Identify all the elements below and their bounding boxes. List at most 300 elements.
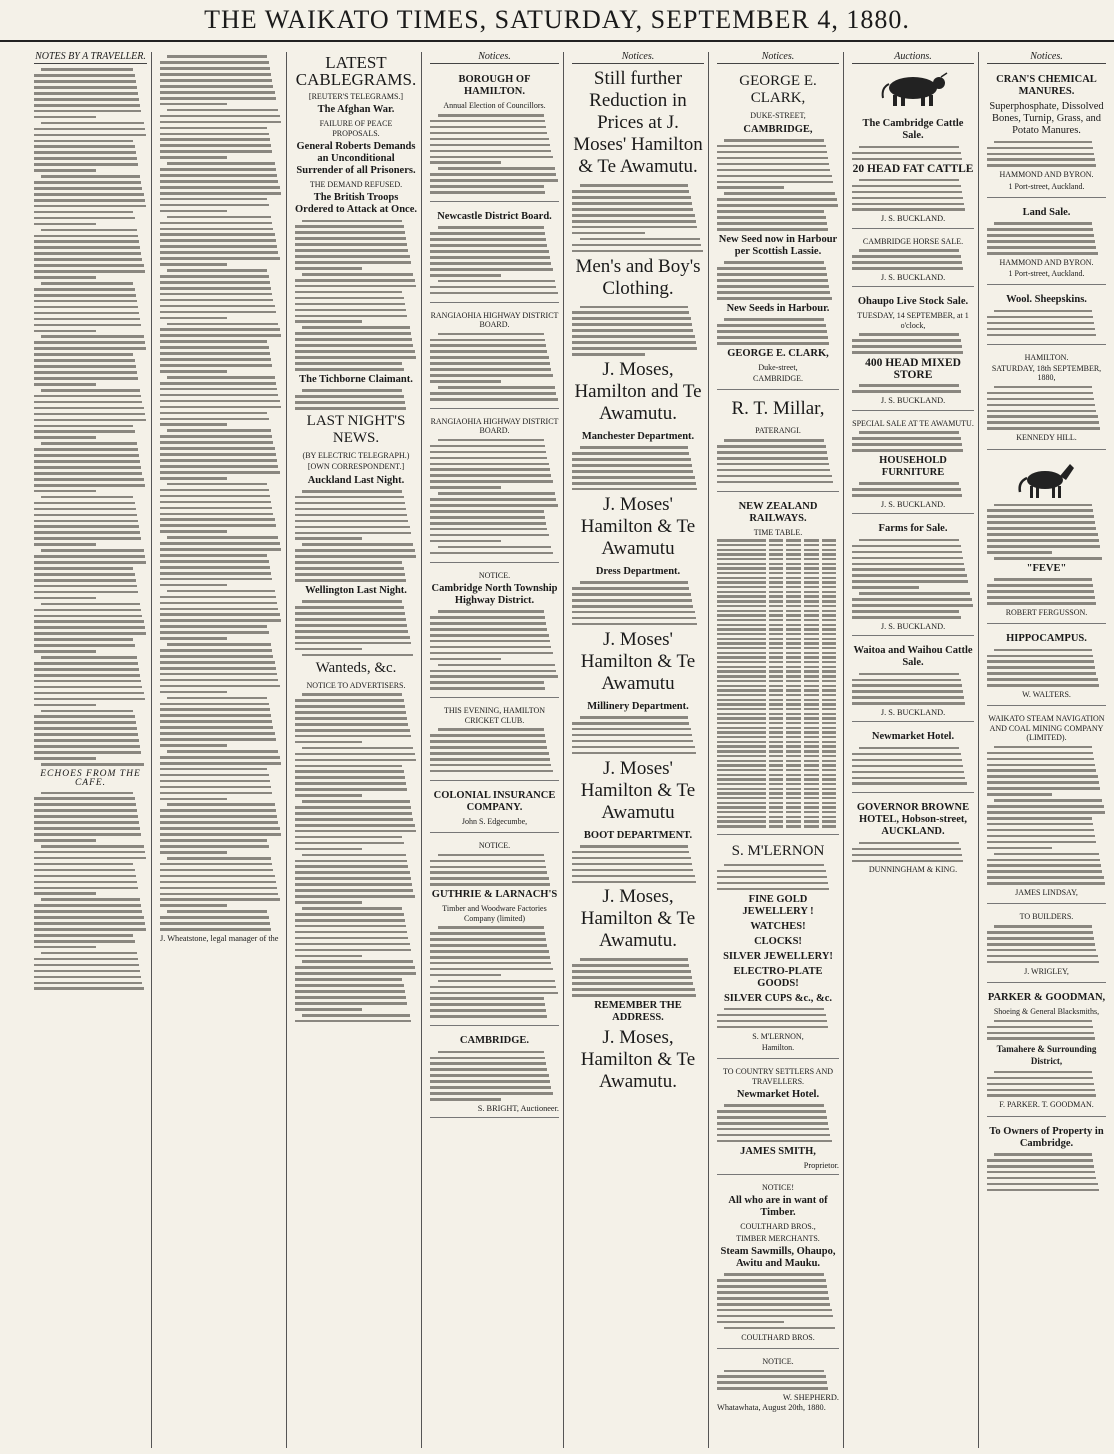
text-line (572, 329, 693, 332)
text-line (34, 821, 139, 824)
timetable-row (717, 713, 839, 715)
text-line (572, 335, 695, 338)
text-line (160, 881, 276, 884)
text-line (41, 68, 134, 71)
text-line (994, 1071, 1092, 1074)
timetable-row (717, 778, 839, 780)
cablegrams-title: LATEST CABLEGRAMS. (295, 53, 417, 89)
text-line (717, 342, 829, 345)
text-line (34, 436, 96, 439)
text-line (34, 833, 141, 836)
text-line (430, 622, 546, 625)
text-line (717, 1279, 826, 1282)
text-line (572, 734, 692, 737)
text-line (572, 593, 691, 596)
timetable-row (717, 717, 839, 719)
text-line (717, 475, 832, 478)
col1-header: NOTES BY A TRAVELLER. (34, 52, 147, 64)
text-line (160, 121, 281, 124)
text-line (994, 141, 1092, 144)
text-line (295, 549, 415, 552)
text-line (295, 537, 362, 540)
text-line (430, 156, 553, 159)
text-line (572, 611, 695, 614)
cambridge-north-body (430, 610, 559, 690)
text-line (987, 415, 1098, 418)
text-line (34, 857, 146, 860)
text-line (724, 261, 824, 264)
text-line (430, 1068, 547, 1071)
text-line (160, 560, 269, 563)
text-line (34, 561, 146, 564)
text-line (34, 502, 135, 505)
text-line (34, 193, 144, 196)
text-line (717, 324, 826, 327)
timetable-row (717, 731, 839, 733)
text-line (160, 340, 267, 343)
notice2-body (430, 854, 559, 886)
text-line (717, 291, 830, 294)
masthead (0, 0, 1114, 42)
parker-ad (987, 986, 1106, 1117)
text-line (160, 613, 280, 616)
text-line (34, 916, 144, 919)
text-line (987, 793, 1052, 796)
col5-header: Notices. (572, 52, 704, 64)
column-7 (848, 52, 979, 1448)
text-line (34, 615, 142, 618)
text-line (852, 557, 963, 560)
hippo-ad (987, 627, 1106, 706)
timetable-row (717, 722, 839, 724)
horse-sale-body (852, 249, 974, 269)
text-line (717, 1387, 828, 1390)
text-line (580, 446, 688, 449)
text-line (430, 144, 550, 147)
text-line (724, 864, 824, 867)
text-line (572, 994, 696, 997)
text-line (34, 300, 137, 303)
newmarket-heading: Newmarket Hotel. (736, 1088, 820, 1100)
shepherd-body (717, 1370, 839, 1390)
text-line (987, 769, 1096, 772)
text-line (430, 356, 549, 359)
electro-plate: ELECTRO-PLATE GOODS! (733, 965, 823, 989)
text-line (167, 857, 271, 860)
wanteds-article (295, 693, 417, 1022)
text-line (295, 848, 362, 851)
text-line (160, 673, 277, 676)
text-line (34, 597, 96, 600)
col8-header: Notices. (987, 52, 1106, 64)
remember-address: REMEMBER THE ADDRESS. (594, 1000, 682, 1024)
text-line (295, 759, 416, 762)
timetable-row (717, 642, 839, 644)
text-line (994, 386, 1092, 389)
text-line (295, 699, 404, 702)
text-line (987, 841, 1096, 844)
text-line (295, 636, 410, 639)
text-line (295, 705, 405, 708)
text-line (295, 225, 404, 228)
text-line (438, 386, 555, 389)
buckland-4: J. S. BUCKLAND. (880, 500, 946, 510)
colonial-title: COLONIAL INSURANCE COMPANY. (433, 789, 556, 813)
special-sale-body-2 (852, 482, 974, 496)
horse-sale-title: CAMBRIDGE HORSE SALE. (862, 236, 964, 246)
text-line (34, 341, 145, 344)
silver-jewellery: SILVER JEWELLERY! (723, 950, 833, 962)
text-line (852, 765, 963, 768)
text-line (430, 534, 549, 537)
text-line (34, 187, 142, 190)
text-line (580, 845, 688, 848)
text-line (717, 330, 827, 333)
timetable-row (717, 610, 839, 612)
cricket-title: THIS EVENING, HAMILTON CRICKET CLUB. (443, 706, 546, 725)
fine-gold: FINE GOLD JEWELLERY ! (742, 893, 814, 917)
text-line (430, 752, 549, 755)
timetable-row (717, 689, 839, 691)
text-line (430, 944, 547, 947)
text-line (717, 1026, 828, 1029)
text-line (852, 777, 965, 780)
text-line (34, 662, 138, 665)
text-line (160, 441, 273, 444)
text-line (167, 269, 267, 272)
text-line (34, 419, 146, 422)
text-line (295, 978, 402, 981)
text-line (160, 180, 278, 183)
cambridge-body (430, 1051, 559, 1101)
text-line (295, 717, 407, 720)
clocks: CLOCKS! (754, 935, 802, 947)
mlernon-body-2 (717, 1008, 839, 1028)
clark-town: CAMBRIDGE, (743, 123, 813, 135)
text-line (295, 955, 362, 958)
text-line (160, 85, 273, 88)
text-line (295, 972, 416, 975)
text-line (572, 752, 696, 755)
governor-ad (852, 796, 974, 880)
text-line (724, 318, 824, 321)
text-line (160, 566, 270, 569)
fever-name: "FEVE" (1026, 562, 1067, 574)
moses-heading-4: J. Moses' Hamilton & Te Awamutu (580, 757, 696, 823)
text-line (160, 133, 269, 136)
text-line (430, 368, 551, 371)
coulthard-name: COULTHARD BROS., (740, 1222, 816, 1232)
text-line (430, 634, 549, 637)
text-line (430, 883, 550, 886)
builders-title: TO BUILDERS. (1019, 912, 1074, 922)
text-line (717, 216, 826, 219)
sawmills-heading: Steam Sawmills, Ohaupo, Awitu and Mauku. (720, 1245, 836, 1269)
text-line (34, 958, 138, 961)
text-line (302, 220, 402, 223)
text-line (295, 996, 406, 999)
text-line (34, 413, 145, 416)
text-line (987, 781, 1099, 784)
text-line (987, 1094, 1096, 1097)
wool-title: Wool. Sheepskins. (1006, 294, 1087, 306)
text-line (295, 824, 415, 827)
text-line (160, 364, 272, 367)
text-line (34, 525, 139, 528)
text-line (295, 776, 405, 779)
text-line (859, 539, 959, 542)
text-line (987, 787, 1100, 790)
ferguson-name: ROBERT FERGUSSON. (1005, 607, 1088, 617)
text-line (160, 459, 277, 462)
mlernon-signoff: S. M'LERNON, (752, 1031, 804, 1041)
text-line (160, 887, 277, 890)
boot-list (572, 845, 704, 883)
text-line (430, 938, 546, 941)
col4-header: Notices. (430, 52, 559, 64)
text-line (160, 358, 271, 361)
railways-subtitle: TIME TABLE. (753, 527, 803, 537)
text-line (438, 854, 544, 857)
text-line (987, 870, 1102, 873)
text-line (717, 210, 824, 213)
text-line (572, 341, 696, 344)
text-line (430, 179, 558, 182)
text-line (717, 481, 833, 484)
text-line (572, 202, 692, 205)
text-line (430, 510, 544, 513)
text-line (430, 522, 546, 525)
text-line (34, 674, 140, 677)
timetable-row (717, 591, 839, 593)
text-line (572, 232, 645, 235)
text-line (430, 1057, 545, 1060)
hippo-body (987, 649, 1106, 687)
text-line (295, 344, 413, 347)
text-line (987, 164, 1096, 167)
moses-heading-5: J. Moses, Hamilton & Te Awamutu. (580, 886, 696, 952)
text-line (987, 829, 1094, 832)
text-line (302, 389, 402, 392)
text-line (34, 270, 145, 273)
hamilton-body (987, 386, 1106, 430)
text-line (160, 726, 273, 729)
text-line (295, 883, 412, 886)
column-4 (426, 52, 564, 1448)
text-line (430, 474, 551, 477)
text-line (160, 328, 280, 331)
text-line (34, 797, 135, 800)
text-line (430, 1086, 551, 1089)
text-line (717, 169, 830, 172)
text-line (295, 508, 406, 511)
ohaupo-date: TUESDAY, 14 SEPTEMBER, at 1 o'clock, (857, 311, 969, 330)
text-line (160, 73, 271, 76)
text-line (160, 661, 275, 664)
text-line (987, 1032, 1094, 1035)
timetable-row (717, 694, 839, 696)
text-line (852, 197, 963, 200)
text-line (295, 1002, 407, 1005)
text-line (160, 851, 227, 854)
text-line (994, 649, 1092, 652)
text-line (34, 733, 138, 736)
column-6 (713, 52, 844, 1448)
coulthard-signoff: COULTHARD BROS. (741, 1332, 815, 1342)
text-line (994, 1020, 1092, 1023)
text-line (572, 317, 691, 320)
railways-ad (717, 495, 839, 835)
text-line (41, 175, 140, 178)
text-line (295, 618, 406, 621)
text-line (34, 395, 141, 398)
parker-body-2 (987, 1071, 1106, 1097)
dress-heading: Dress Department. (595, 565, 681, 577)
text-line (160, 703, 269, 706)
waikato-steam-title: WAIKATO STEAM NAVIGATION AND COAL MINING COMPANY (LIMITED). (988, 714, 1105, 743)
text-line (34, 318, 140, 321)
text-line (987, 859, 1100, 862)
text-line (852, 586, 919, 589)
roberts-heading: General Roberts Demands an Unconditional Surrender of all Prisoners. (296, 140, 416, 176)
colonial-ad (430, 784, 559, 833)
text-line (430, 232, 545, 235)
text-line (295, 567, 404, 570)
text-line (987, 240, 1095, 243)
text-line (430, 350, 547, 353)
text-line (430, 262, 551, 265)
shepherd-name: W. SHEPHERD. (782, 1393, 839, 1403)
text-line (160, 637, 227, 640)
guthrie-title: GUTHRIE & LARNACH'S (431, 889, 558, 901)
text-line (160, 518, 275, 521)
col2-article (160, 55, 282, 930)
text-line (41, 952, 137, 955)
text-line (34, 946, 96, 949)
text-line (438, 1051, 544, 1054)
rangiaohia-ad (430, 306, 559, 409)
text-line (160, 204, 269, 207)
text-line (295, 303, 405, 306)
text-line (34, 199, 145, 202)
text-line (430, 250, 549, 253)
timetable-row (717, 666, 839, 668)
text-line (852, 854, 962, 857)
text-line (430, 244, 547, 247)
text-line (717, 1291, 828, 1294)
text-line (987, 672, 1096, 675)
text-line (987, 666, 1095, 669)
timetable-row (717, 675, 839, 677)
text-line (160, 922, 270, 925)
text-line (160, 655, 273, 658)
timber-heading: All who are in want of Timber. (728, 1195, 828, 1219)
mlernon-town: Hamilton. (761, 1042, 795, 1052)
text-line (41, 845, 144, 848)
text-line (41, 122, 144, 125)
text-line (34, 573, 135, 576)
governor-title: GOVERNOR BROWNE HOTEL, Hobson-street, AUCKLAND. (856, 802, 970, 838)
text-line (34, 620, 144, 623)
newcastle-ad (430, 205, 559, 303)
text-line (295, 395, 404, 398)
text-line (852, 494, 962, 497)
text-line (34, 987, 144, 990)
text-line (34, 401, 142, 404)
text-line (34, 490, 96, 493)
text-line (302, 543, 413, 546)
text-line (717, 1381, 827, 1384)
text-line (852, 255, 961, 258)
text-line (160, 904, 227, 907)
seeds2-body (717, 318, 839, 344)
wrigley-name: J. WRIGLEY, (1024, 966, 1069, 976)
text-line (34, 140, 133, 143)
text-line (160, 257, 280, 260)
text-line (859, 431, 959, 434)
text-line (34, 80, 136, 83)
text-line (160, 115, 280, 118)
text-line (724, 139, 824, 142)
text-line (34, 579, 136, 582)
text-line (987, 1083, 1094, 1086)
text-line (430, 138, 549, 141)
text-line (160, 839, 267, 842)
builders-body (987, 925, 1106, 963)
text-line (160, 435, 272, 438)
text-line (295, 496, 404, 499)
last-night-heading: LAST NIGHT'S NEWS. (306, 413, 406, 446)
cambridge-title: CAMBRIDGE. (459, 1035, 530, 1047)
text-line (295, 243, 407, 246)
timetable-row (717, 811, 839, 813)
text-line (852, 551, 962, 554)
text-line (34, 312, 139, 315)
text-line (430, 968, 553, 971)
text-line (717, 1303, 830, 1306)
special-sale-body (852, 431, 974, 451)
text-line (160, 423, 227, 426)
text-line (167, 697, 267, 700)
text-line (295, 919, 405, 922)
text-line (987, 684, 1099, 687)
millinery-list (572, 716, 704, 754)
text-line (572, 857, 691, 860)
text-line (852, 191, 962, 194)
coulthard-trade: TIMBER MERCHANTS. (736, 1233, 820, 1243)
text-line (167, 643, 271, 646)
text-line (717, 157, 828, 160)
special-sale-ad (852, 414, 974, 515)
text-line (160, 465, 278, 468)
text-line (987, 1089, 1095, 1092)
text-line (430, 974, 501, 977)
mens-clothing-heading: Men's and Boy's Clothing. (575, 255, 701, 299)
text-line (430, 992, 558, 995)
tamahere-title: Tamahere & Surrounding District, (996, 1044, 1097, 1067)
text-line (34, 698, 145, 701)
text-line (34, 887, 138, 890)
text-line (717, 198, 837, 201)
text-line (295, 735, 411, 738)
text-line (987, 334, 1096, 337)
text-line (572, 722, 689, 725)
text-line (987, 527, 1096, 530)
text-line (987, 937, 1094, 940)
buckland-3: J. S. BUCKLAND. (880, 396, 946, 406)
text-line (430, 286, 556, 289)
timetable-row (717, 708, 839, 710)
